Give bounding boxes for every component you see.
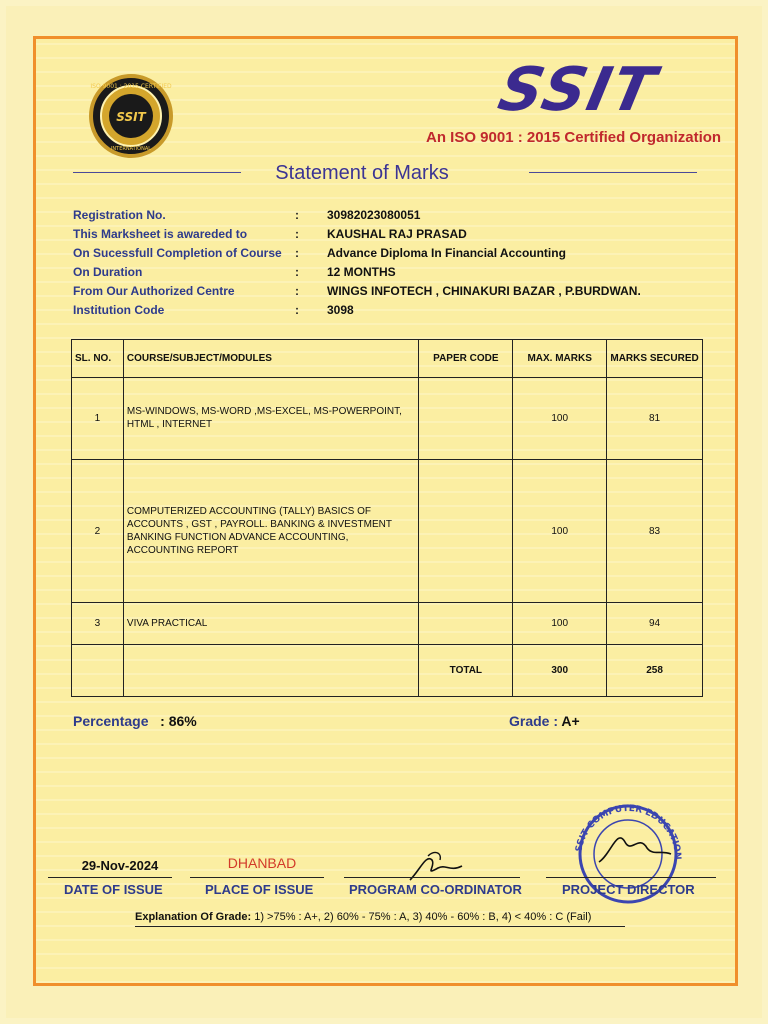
- info-colon: :: [295, 227, 299, 241]
- row-max-marks: 100: [513, 603, 607, 645]
- info-row: [73, 227, 713, 246]
- table-row: [72, 460, 703, 603]
- iso-certified-seal: [74, 74, 188, 158]
- total-marks-secured: 258: [607, 645, 703, 697]
- info-row: [73, 303, 713, 322]
- table-total-row: [72, 645, 703, 697]
- col-header-course: COURSE/SUBJECT/MODULES: [123, 340, 419, 378]
- stamp-text: SSIT COMPUTER EDUCATION: [574, 803, 683, 860]
- row-marks-secured: 83: [607, 460, 703, 603]
- col-header-max-marks: MAX. MARKS: [513, 340, 607, 378]
- info-row: [73, 265, 713, 284]
- grade-value: A+: [561, 713, 580, 729]
- project-director-label: PROJECT DIRECTOR: [562, 882, 695, 897]
- info-label: On Duration: [73, 265, 143, 279]
- info-row: [73, 208, 713, 227]
- info-label: Institution Code: [73, 303, 165, 317]
- info-colon: :: [295, 208, 299, 222]
- row-course: VIVA PRACTICAL: [123, 603, 419, 645]
- row-sl: 1: [72, 377, 124, 459]
- info-label: On Sucessfull Completion of Course: [73, 246, 282, 260]
- student-info: [73, 208, 713, 322]
- total-max-marks: 300: [513, 645, 607, 697]
- info-colon: :: [295, 265, 299, 279]
- info-label: This Marksheet is awareded to: [73, 227, 248, 241]
- row-sl: 2: [72, 460, 124, 603]
- grade-explanation-text: 1) >75% : A+, 2) 60% - 75% : A, 3) 40% - 60% : B, 4) < 40% : C (Fail): [254, 911, 592, 923]
- table-row: [72, 377, 703, 459]
- ssit-logo: SSIT: [492, 55, 663, 125]
- row-marks-secured: 94: [607, 603, 703, 645]
- percentage: [73, 713, 197, 729]
- grade-explanation: [135, 911, 591, 923]
- info-colon: :: [295, 284, 299, 298]
- grade-explanation-rule: [135, 926, 625, 927]
- coordinator-rule: [344, 877, 520, 878]
- row-course: COMPUTERIZED ACCOUNTING (TALLY) BASICS OF ACCOUNTS , GST , PAYROLL. BANKING & INVESTMENT BANKING FUNCTION ADVANCE ACCOUNTING, ACCOUNTING REPORT: [123, 460, 419, 603]
- info-label: Registration No.: [73, 208, 166, 222]
- date-rule: [48, 877, 172, 878]
- table-row: [72, 603, 703, 645]
- iso-certification-line: An ISO 9001 : 2015 Certified Organization: [426, 129, 722, 146]
- total-empty-cell: [72, 645, 124, 697]
- row-sl: 3: [72, 603, 124, 645]
- row-paper-code: [419, 460, 513, 603]
- place-of-issue-label: PLACE OF ISSUE: [205, 882, 314, 897]
- svg-text:SSIT COMPUTER EDUCATION: [574, 804, 682, 860]
- coordinator-signature: [404, 846, 468, 886]
- total-label: TOTAL: [419, 645, 513, 697]
- col-header-marks-secured: MARKS SECURED: [607, 340, 703, 378]
- title-rule-right: [529, 172, 697, 173]
- course-duration: 12 MONTHS: [327, 265, 396, 279]
- grade-explanation-label: Explanation Of Grade:: [135, 911, 252, 923]
- col-header-paper-code: PAPER CODE: [419, 340, 513, 378]
- page-title: Statement of Marks: [275, 162, 449, 184]
- row-marks-secured: 81: [607, 377, 703, 459]
- course-name: Advance Diploma In Financial Accounting: [327, 246, 566, 260]
- percentage-label: Percentage: [73, 713, 149, 729]
- director-rule: [546, 877, 716, 878]
- grade: [509, 713, 580, 729]
- issue-date: 29-Nov-2024: [81, 858, 159, 873]
- program-coordinator-label: PROGRAM CO-ORDINATOR: [349, 882, 522, 897]
- seal-center-text: SSIT: [116, 110, 146, 124]
- title-rule-left: [73, 172, 241, 173]
- info-colon: :: [295, 303, 299, 317]
- date-of-issue-label: DATE OF ISSUE: [64, 882, 163, 897]
- place-of-issue: DHANBAD: [227, 855, 297, 871]
- student-name: KAUSHAL RAJ PRASAD: [327, 227, 467, 241]
- percentage-value: : 86%: [160, 713, 197, 729]
- registration-number: 30982023080051: [327, 208, 421, 222]
- info-label: From Our Authorized Centre: [73, 284, 235, 298]
- row-max-marks: 100: [513, 460, 607, 603]
- seal-ring-bottom: INTERNATIONAL: [110, 146, 152, 152]
- row-paper-code: [419, 377, 513, 459]
- info-row: [73, 284, 713, 303]
- col-header-sl: SL. NO.: [72, 340, 124, 378]
- info-colon: :: [295, 246, 299, 260]
- institution-code: 3098: [327, 303, 354, 317]
- marks-table: [71, 339, 703, 697]
- row-course: MS-WINDOWS, MS-WORD ,MS-EXCEL, MS-POWERPOINT, HTML , INTERNET: [123, 377, 419, 459]
- table-header-row: [72, 340, 703, 378]
- place-rule: [190, 877, 324, 878]
- info-row: [73, 246, 713, 265]
- row-max-marks: 100: [513, 377, 607, 459]
- total-empty-cell: [123, 645, 419, 697]
- grade-label: Grade :: [509, 713, 559, 729]
- authorized-centre: WINGS INFOTECH , CHINAKURI BAZAR , P.BURDWAN.: [327, 284, 641, 298]
- row-paper-code: [419, 603, 513, 645]
- seal-ring-top: ISO 9001 : 2015 CERTIFIED: [90, 83, 172, 90]
